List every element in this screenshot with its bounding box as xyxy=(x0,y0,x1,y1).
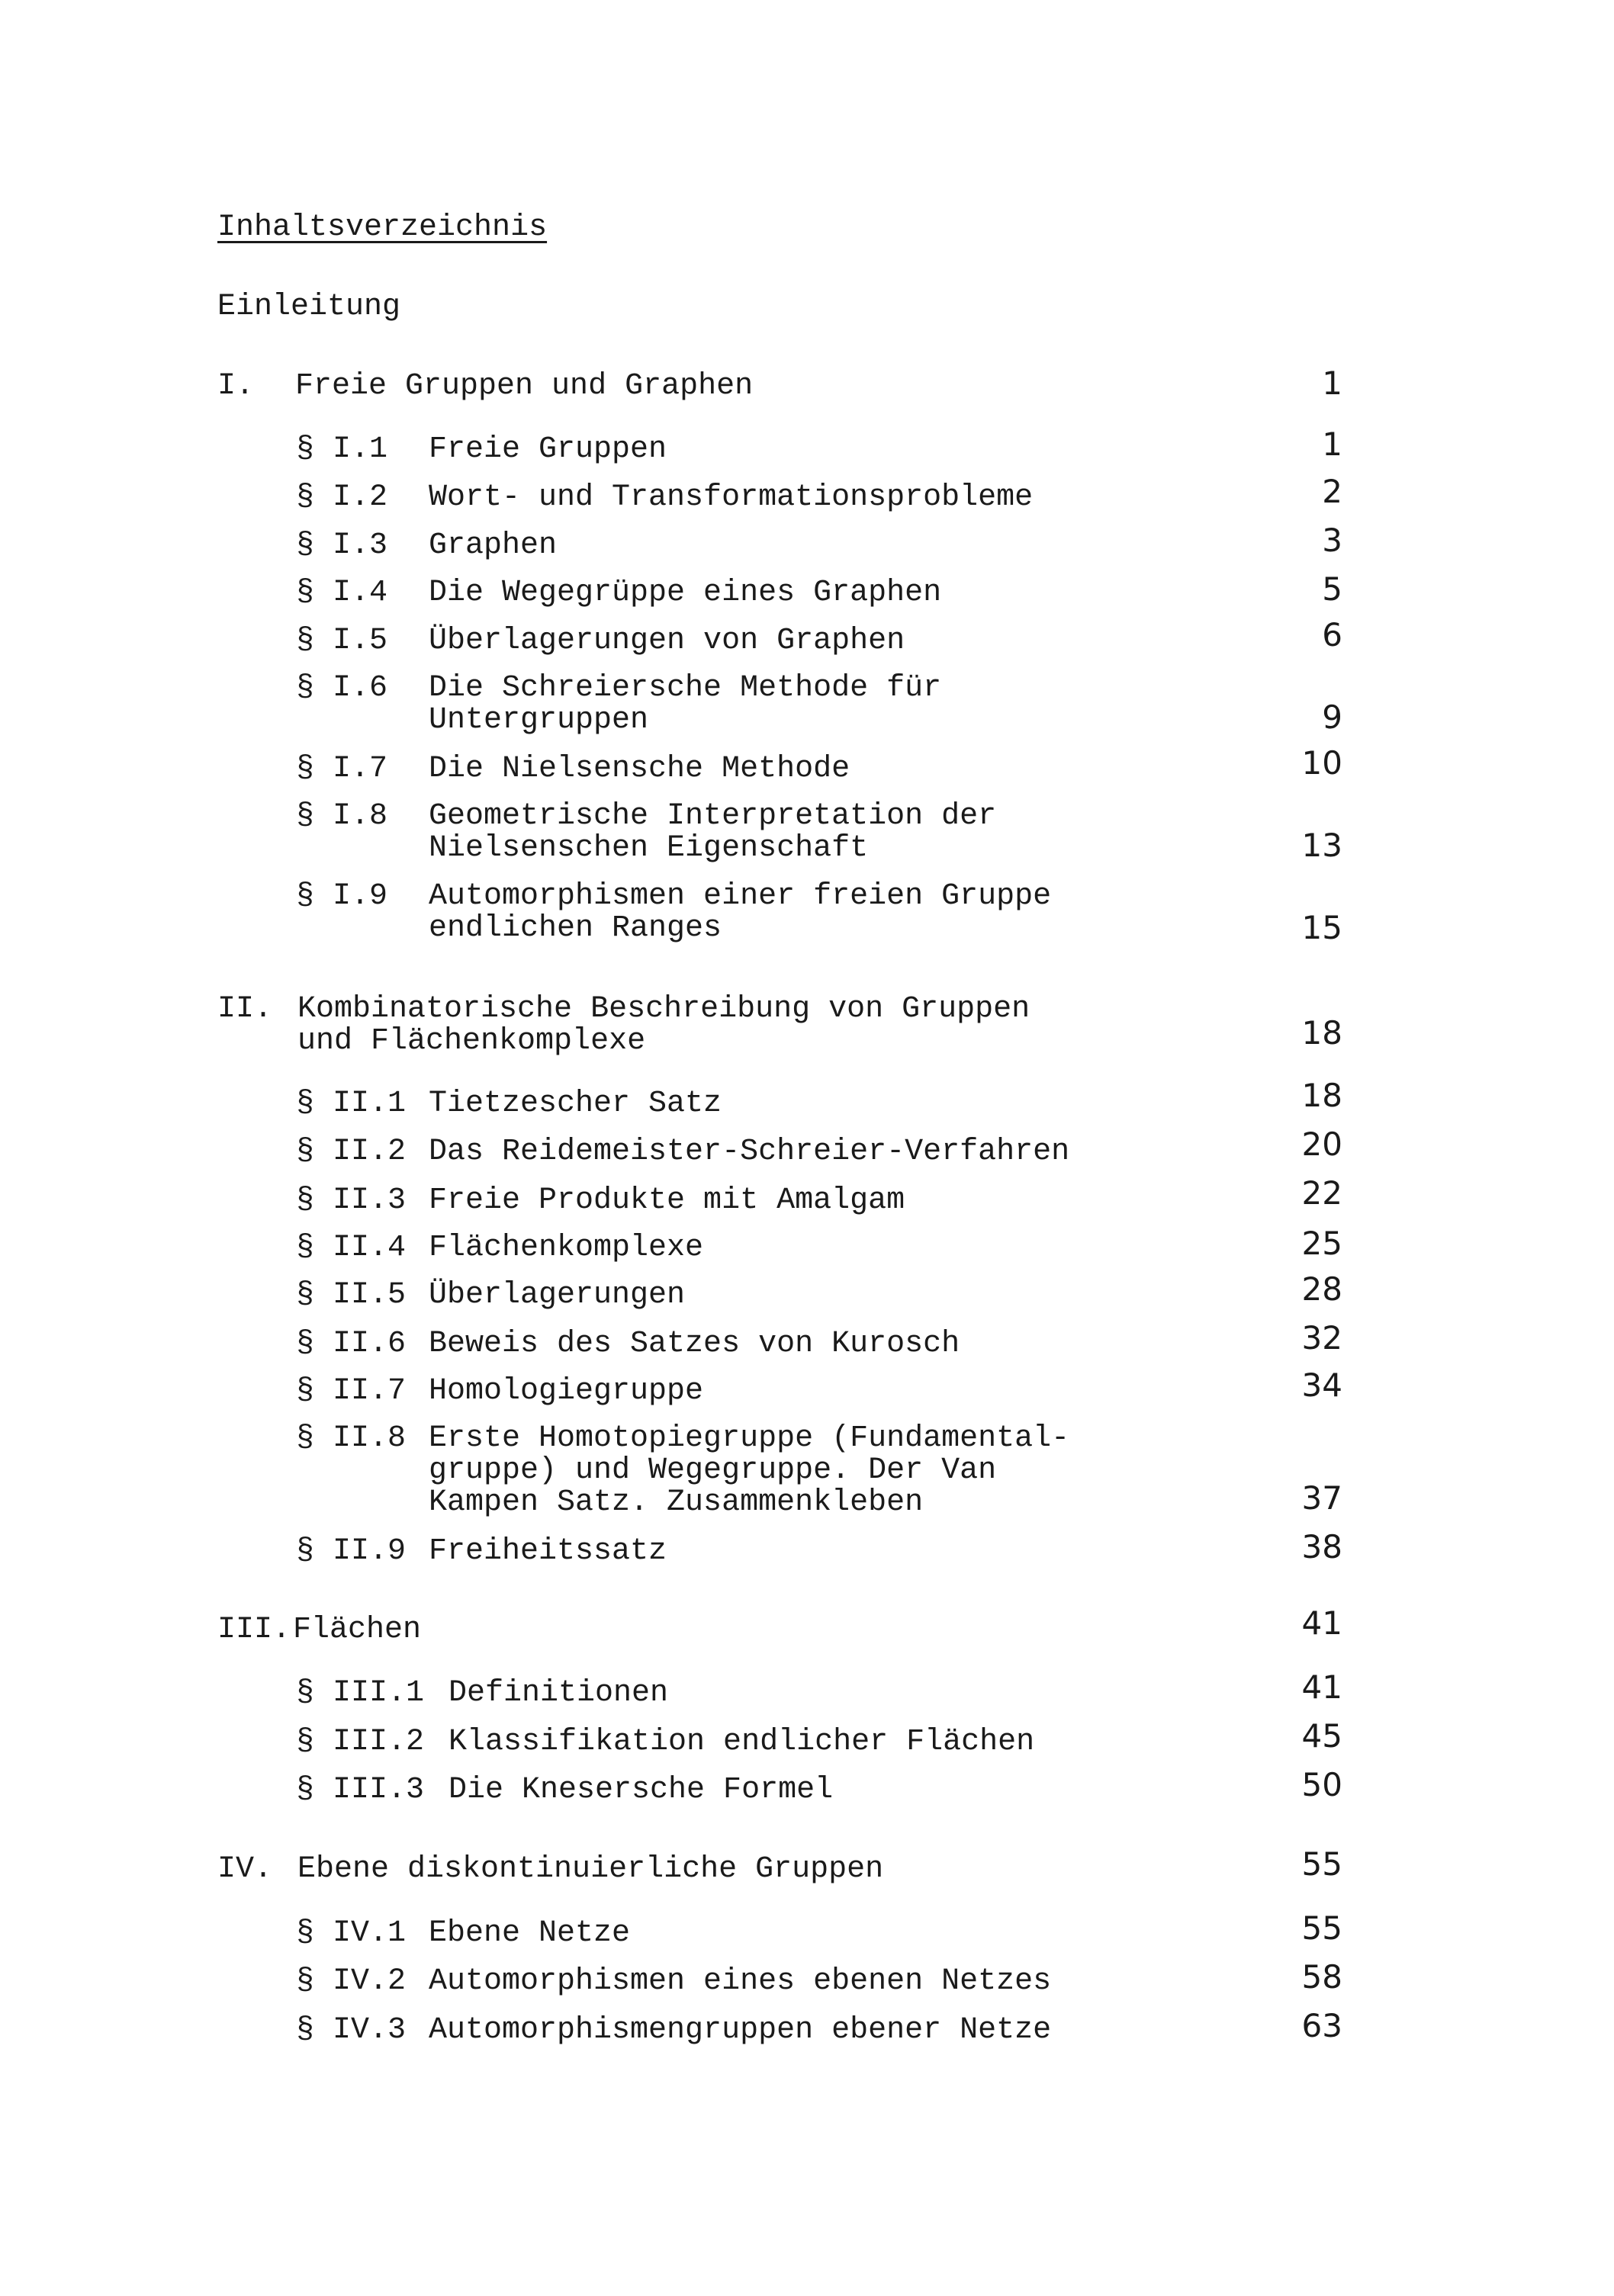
section-II8-title-line3: Kampen Satz. Zusammenkleben xyxy=(429,1485,924,1520)
section-I1-page: 1 xyxy=(1322,425,1342,463)
section-IV2-page: 58 xyxy=(1301,1958,1342,1996)
section-I9-number: § I.9 xyxy=(296,879,388,914)
section-I5-title: Überlagerungen von Graphen xyxy=(429,624,905,658)
section-IV2-title: Automorphismen eines ebenen Netzes xyxy=(429,1964,1052,1999)
section-III1-number: § III.1 xyxy=(296,1676,425,1710)
section-IV1-title: Ebene Netze xyxy=(429,1916,631,1951)
section-II4-page: 25 xyxy=(1301,1225,1342,1262)
section-III2-page: 45 xyxy=(1301,1717,1342,1755)
chapter-3-page: 41 xyxy=(1301,1604,1342,1642)
section-I1-title: Freie Gruppen xyxy=(429,432,667,467)
section-I6-number: § I.6 xyxy=(296,671,388,705)
toc-title: Inhaltsverzeichnis xyxy=(217,210,548,245)
section-II3-page: 22 xyxy=(1301,1174,1342,1212)
section-II9-number: § II.9 xyxy=(296,1534,407,1569)
section-I9-page: 15 xyxy=(1301,909,1342,946)
section-I1-number: § I.1 xyxy=(296,432,388,467)
section-IV1-page: 55 xyxy=(1301,1909,1342,1947)
chapter-2-title-line1: Kombinatorische Beschreibung von Gruppen xyxy=(297,992,1030,1026)
section-I5-page: 6 xyxy=(1322,616,1342,653)
section-I3-page: 3 xyxy=(1322,522,1342,559)
section-III2-title: Klassifikation endlicher Flächen xyxy=(449,1725,1035,1759)
section-I4-title: Die Wegegrüppe eines Graphen xyxy=(429,576,942,610)
section-II8-title-line2: gruppe) und Wegegruppe. Der Van xyxy=(429,1453,997,1488)
section-II8-number: § II.8 xyxy=(296,1421,407,1456)
section-IV3-page: 63 xyxy=(1301,2007,1342,2044)
section-I2-title: Wort- und Transformationsprobleme xyxy=(429,480,1034,515)
section-II1-title: Tietzescher Satz xyxy=(429,1087,722,1121)
section-II3-number: § II.3 xyxy=(296,1183,407,1218)
section-I7-page: 10 xyxy=(1301,744,1342,782)
section-III3-number: § III.3 xyxy=(296,1773,425,1807)
section-I4-number: § I.4 xyxy=(296,576,388,610)
section-II7-number: § II.7 xyxy=(296,1374,407,1408)
chapter-1-number: I. xyxy=(217,369,255,403)
section-II2-page: 20 xyxy=(1301,1126,1342,1163)
chapter-2-page: 18 xyxy=(1301,1014,1342,1052)
section-I2-page: 2 xyxy=(1322,473,1342,510)
chapter-1-page: 1 xyxy=(1322,364,1342,402)
section-III3-title: Die Knesersche Formel xyxy=(449,1773,834,1807)
chapter-4-title: Ebene diskontinuierliche Gruppen xyxy=(297,1852,884,1887)
section-I9-title-line1: Automorphismen einer freien Gruppe xyxy=(429,879,1052,914)
section-II1-page: 18 xyxy=(1301,1077,1342,1114)
section-IV3-title: Automorphismengruppen ebener Netze xyxy=(429,2013,1052,2047)
section-IV3-number: § IV.3 xyxy=(296,2013,407,2047)
section-II4-number: § II.4 xyxy=(296,1231,407,1265)
section-I3-title: Graphen xyxy=(429,528,558,563)
section-I8-title-line2: Nielsenschen Eigenschaft xyxy=(429,831,869,865)
chapter-3-number: III. xyxy=(217,1613,291,1647)
section-I8-number: § I.8 xyxy=(296,799,388,833)
section-II2-title: Das Reidemeister-Schreier-Verfahren xyxy=(429,1135,1070,1169)
section-I2-number: § I.2 xyxy=(296,480,388,515)
section-I6-title-line2: Untergruppen xyxy=(429,703,649,737)
section-II6-title: Beweis des Satzes von Kurosch xyxy=(429,1327,960,1361)
section-II4-title: Flächenkomplexe xyxy=(429,1231,704,1265)
section-II7-title: Homologiegruppe xyxy=(429,1374,704,1408)
chapter-4-page: 55 xyxy=(1301,1845,1342,1883)
intro-entry: Einleitung xyxy=(217,290,401,324)
section-II8-page: 37 xyxy=(1301,1479,1342,1517)
section-III2-number: § III.2 xyxy=(296,1725,425,1759)
section-IV1-number: § IV.1 xyxy=(296,1916,407,1951)
section-I7-title: Die Nielsensche Methode xyxy=(429,752,850,786)
section-III1-page: 41 xyxy=(1301,1668,1342,1706)
section-I7-number: § I.7 xyxy=(296,752,388,786)
section-II6-page: 32 xyxy=(1301,1319,1342,1357)
section-I3-number: § I.3 xyxy=(296,528,388,563)
chapter-3-title: Flächen xyxy=(293,1613,422,1647)
chapter-2-number: II. xyxy=(217,992,273,1026)
section-I6-page: 9 xyxy=(1322,698,1342,736)
section-IV2-number: § IV.2 xyxy=(296,1964,407,1999)
section-I8-page: 13 xyxy=(1301,827,1342,864)
section-II6-number: § II.6 xyxy=(296,1327,407,1361)
section-I5-number: § I.5 xyxy=(296,624,388,658)
section-II5-page: 28 xyxy=(1301,1270,1342,1308)
section-II7-page: 34 xyxy=(1301,1366,1342,1404)
section-II2-number: § II.2 xyxy=(296,1135,407,1169)
section-II9-title: Freiheitssatz xyxy=(429,1534,667,1569)
chapter-4-number: IV. xyxy=(217,1852,273,1887)
chapter-2-title-line2: und Flächenkomplexe xyxy=(297,1024,646,1058)
chapter-1-title: Freie Gruppen und Graphen xyxy=(295,369,754,403)
section-II8-title-line1: Erste Homotopiegruppe (Fundamental- xyxy=(429,1421,1070,1456)
section-I8-title-line1: Geometrische Interpretation der xyxy=(429,799,997,833)
section-II9-page: 38 xyxy=(1301,1528,1342,1565)
section-II3-title: Freie Produkte mit Amalgam xyxy=(429,1183,905,1218)
section-I4-page: 5 xyxy=(1322,570,1342,608)
section-I6-title-line1: Die Schreiersche Methode für xyxy=(429,671,942,705)
section-III3-page: 50 xyxy=(1301,1766,1342,1803)
section-II5-title: Überlagerungen xyxy=(429,1278,686,1312)
section-III1-title: Definitionen xyxy=(449,1676,669,1710)
section-II1-number: § II.1 xyxy=(296,1087,407,1121)
section-I9-title-line2: endlichen Ranges xyxy=(429,911,722,946)
section-II5-number: § II.5 xyxy=(296,1278,407,1312)
